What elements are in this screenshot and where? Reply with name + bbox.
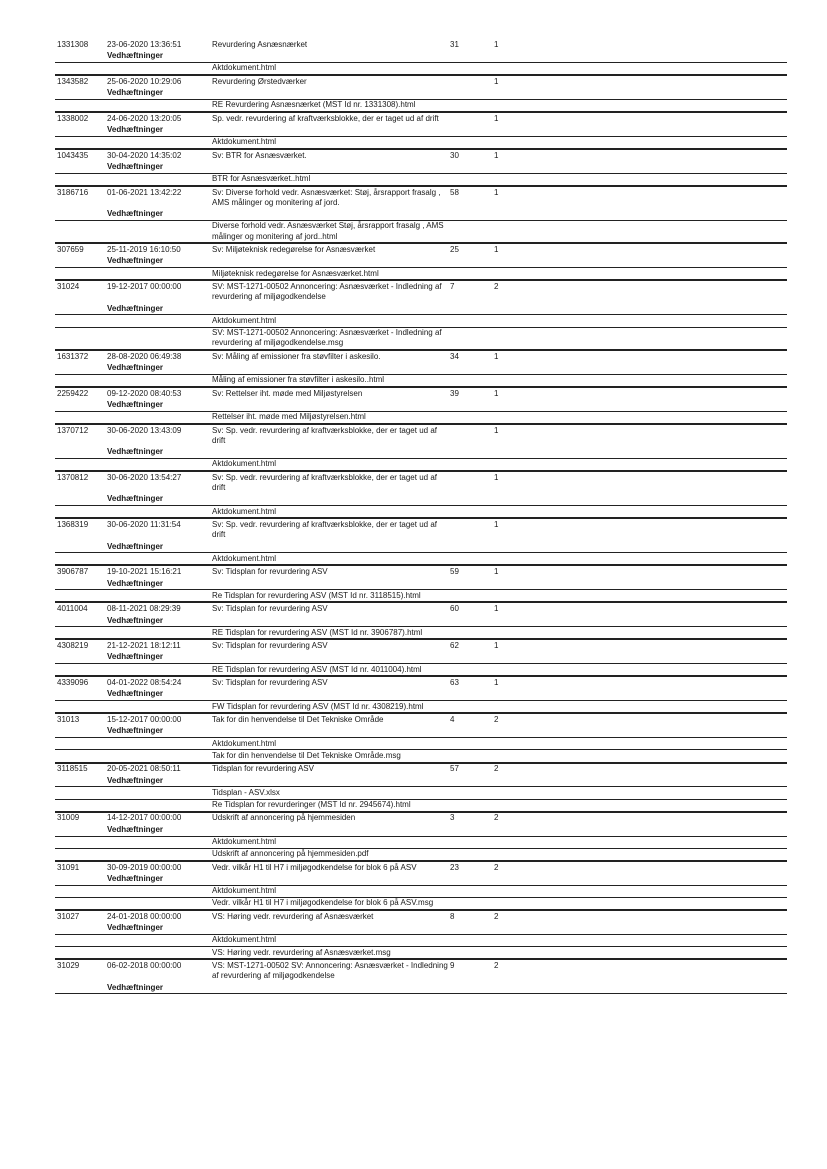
record-page: 1: [494, 641, 499, 651]
record-date: 21-12-2021 18:12:11: [107, 641, 181, 651]
record-number: [450, 114, 488, 124]
attachment-name: Re Tidsplan for revurdering ASV (MST Id nr. 3118515).html: [212, 590, 421, 600]
attachment-name: RE Revurdering Asnæsnærket (MST Id nr. 1331308).html: [212, 100, 416, 110]
attachment-row: [55, 552, 787, 564]
attachment-name: Miljøteknisk redegørelse for Asnæsværket.html: [212, 268, 379, 278]
record-row: [55, 910, 787, 923]
record-title: Sv: Tidsplan for revurdering ASV: [212, 604, 328, 614]
record-number: 57: [450, 764, 459, 774]
record-row: [55, 350, 787, 363]
record-title: Sv: Sp. vedr. revurdering af kraftværksblokke, der er taget ud af drift: [212, 519, 437, 540]
attachments-heading: Vedhæftninger: [107, 162, 164, 172]
record-group: [55, 186, 787, 243]
record-group: [55, 112, 787, 149]
record-number: 59: [450, 567, 459, 577]
record-id: 1331308: [57, 39, 89, 49]
attachments-heading: Vedhæftninger: [107, 824, 164, 834]
record-number: 62: [450, 641, 459, 651]
record-group: [55, 676, 787, 713]
record-number: 8: [450, 911, 455, 921]
record-group: [55, 639, 787, 676]
record-row: [55, 387, 787, 400]
attachments-heading: Vedhæftninger: [107, 399, 164, 409]
attachment-name: Tak for din henvendelse til Det Tekniske Område.msg: [212, 750, 401, 760]
record-title: Vedr. vilkår H1 til H7 i miljøgodkendelse for blok 6 på ASV: [212, 862, 417, 872]
record-number: 7: [450, 282, 455, 291]
record-date: 23-06-2020 13:36:51: [107, 39, 182, 49]
record-date: 30-06-2020 11:31:54: [107, 519, 181, 529]
attachments-heading: Vedhæftninger: [107, 541, 164, 551]
record-number: 34: [450, 351, 459, 361]
attachment-name: Aktdokument.html: [212, 837, 277, 847]
record-group: [55, 39, 787, 75]
record-date: 25-06-2020 10:29:06: [107, 76, 182, 86]
record-group: [55, 713, 787, 762]
record-row: [55, 565, 787, 578]
attachments-heading: Vedhæftninger: [107, 726, 164, 736]
record-group: [55, 763, 787, 812]
record-number: 31: [450, 39, 459, 49]
record-row: [55, 639, 787, 652]
record-id: 4011004: [57, 604, 88, 614]
attachments-heading: Vedhæftninger: [107, 874, 164, 884]
record-page: 1: [494, 150, 499, 160]
record-page: 1: [494, 76, 499, 86]
record-page: 1: [494, 425, 499, 435]
record-group: [55, 959, 787, 994]
record-page: 1: [494, 351, 499, 361]
attachments-heading: Vedhæftninger: [107, 923, 164, 933]
attachments-heading: Vedhæftninger: [107, 362, 164, 372]
attachment-name: Aktdokument.html: [212, 553, 277, 563]
record-number: 25: [450, 245, 459, 255]
record-title: VS: Høring vedr. revurdering af Asnæsværket: [212, 911, 374, 921]
attachment-name: Tidsplan - ASV.xlsx: [212, 787, 280, 797]
record-row: [55, 149, 787, 162]
record-title: Sv: Tidsplan for revurdering ASV: [212, 678, 328, 688]
attachment-name: Aktdokument.html: [212, 738, 277, 748]
record-title: Sv: Måling af emissioner fra støvfilter i askesilo.: [212, 351, 381, 361]
record-group: [55, 602, 787, 639]
attachment-name: SV: MST-1271-00502 Annoncering: Asnæsværket - Indledning af revurdering af miljøgodkendelse.msg: [212, 328, 442, 348]
record-title: Tak for din henvendelse til Det Tekniske Område: [212, 715, 384, 725]
record-group: [55, 75, 787, 112]
record-title: SV: MST-1271-00502 Annoncering: Asnæsværket - Indledning af revurdering af miljøgodkendelse: [212, 282, 442, 302]
record-title: Revurdering Asnæsnærket: [212, 39, 308, 49]
record-title: Sv: Miljøteknisk redegørelse for Asnæsværket: [212, 245, 376, 255]
attachment-name: BTR for Asnæsværket..html: [212, 174, 311, 184]
record-id: 4308219: [57, 641, 89, 651]
attachment-row: [55, 62, 787, 74]
record-group: [55, 565, 787, 602]
record-title: Sv: BTR for Asnæsværket.: [212, 150, 307, 160]
record-group: [55, 149, 787, 186]
attachments-heading: Vedhæftninger: [107, 303, 164, 313]
record-id: 3118515: [57, 764, 88, 774]
attachment-name: Rettelser iht. møde med Miljøstyrelsen.html: [212, 412, 366, 422]
attachment-row: [55, 799, 787, 811]
record-date: 01-06-2021 13:42:22: [107, 187, 182, 197]
attachment-name: Aktdokument.html: [212, 935, 277, 945]
record-id: 2259422: [57, 388, 89, 398]
attachment-row: [55, 885, 787, 897]
attachment-name: RE Tidsplan for revurdering ASV (MST Id nr. 4011004).html: [212, 664, 422, 674]
attachment-name: Diverse forhold vedr. Asnæsværket Støj, årsrapport frasalg , AMS målinger og monitering af jord..html: [212, 221, 444, 241]
record-date: 19-10-2021 15:16:21: [107, 567, 182, 577]
attachment-row: [55, 505, 787, 517]
record-title: Sv: Diverse forhold vedr. Asnæsværket: Støj, årsrapport frasalg , AMS målinger og monitering af jord.: [212, 187, 441, 207]
record-page: 2: [494, 715, 499, 725]
record-title: Tidsplan for revurdering ASV: [212, 764, 314, 774]
record-row: [55, 424, 787, 447]
record-row: [55, 75, 787, 88]
attachment-row: [55, 327, 787, 349]
record-id: 1370712: [57, 425, 89, 435]
record-page: 2: [494, 911, 499, 921]
record-row: [55, 713, 787, 726]
record-page: 1: [494, 472, 499, 482]
record-page: 1: [494, 519, 499, 529]
record-group: [55, 280, 787, 350]
record-row: [55, 602, 787, 615]
record-page: 1: [494, 113, 499, 123]
record-number: 63: [450, 678, 459, 688]
record-group: [55, 243, 787, 280]
attachments-heading: Vedhæftninger: [107, 125, 164, 135]
attachment-name: Måling af emissioner fra støvfilter i askesilo..html: [212, 375, 385, 385]
record-date: 20-05-2021 08:50:11: [107, 764, 181, 774]
record-id: 1043435: [57, 150, 89, 160]
record-number: 58: [450, 187, 459, 197]
record-group: [55, 387, 787, 424]
record-row: [55, 39, 787, 51]
record-date: 19-12-2017 00:00:00: [107, 282, 182, 291]
record-id: 1368319: [57, 519, 89, 529]
record-group: [55, 861, 787, 910]
record-number: 30: [450, 150, 459, 160]
attachment-row: [55, 848, 787, 860]
attachment-name: Aktdokument.html: [212, 886, 277, 896]
attachment-row: [55, 136, 787, 148]
record-date: 08-11-2021 08:29:39: [107, 604, 181, 614]
attachment-row: [55, 220, 787, 242]
attachment-name: RE Tidsplan for revurdering ASV (MST Id nr. 3906787).html: [212, 627, 423, 637]
record-page: 2: [494, 813, 499, 823]
record-page: 1: [494, 678, 499, 688]
attachments-heading: Vedhæftninger: [107, 51, 164, 61]
record-date: 15-12-2017 00:00:00: [107, 715, 182, 725]
record-title: Sv: Sp. vedr. revurdering af kraftværksblokke, der er taget ud af drift: [212, 425, 437, 445]
record-row: [55, 112, 787, 125]
attachment-name: Aktdokument.html: [212, 137, 277, 147]
record-date: 24-06-2020 13:20:05: [107, 113, 182, 123]
record-row: [55, 959, 787, 982]
record-number: 39: [450, 388, 459, 398]
record-row: [55, 763, 787, 776]
record-number: [450, 520, 488, 540]
record-row: [55, 243, 787, 256]
record-number: 9: [450, 961, 455, 970]
record-page: 1: [494, 567, 499, 577]
attachment-row: [55, 314, 787, 326]
attachments-heading: Vedhæftninger: [107, 615, 164, 625]
record-id: 31027: [57, 911, 80, 921]
record-id: 3186716: [57, 187, 89, 197]
attachment-row: [55, 737, 787, 749]
attachment-name: Aktdokument.html: [212, 315, 277, 325]
record-date: 28-08-2020 06:49:38: [107, 351, 182, 361]
record-title: Sv: Tidsplan for revurdering ASV: [212, 641, 328, 651]
record-title: Sv: Sp. vedr. revurdering af kraftværksblokke, der er taget ud af drift: [212, 472, 437, 492]
record-date: 04-01-2022 08:54:24: [107, 678, 182, 688]
record-group: [55, 910, 787, 959]
record-id: 31029: [57, 961, 80, 970]
record-number: 3: [450, 813, 455, 823]
document-list: [55, 39, 787, 994]
attachment-name: FW Tidsplan for revurdering ASV (MST Id nr. 4308219).html: [212, 701, 424, 711]
record-row: [55, 861, 787, 874]
attachments-heading: Vedhæftninger: [107, 447, 164, 457]
attachment-row: [55, 173, 787, 185]
attachment-row: [55, 749, 787, 761]
attachment-row: [55, 836, 787, 848]
record-row: [55, 186, 787, 209]
attachments-heading: Vedhæftninger: [107, 689, 164, 699]
record-number: 4: [450, 715, 455, 725]
record-date: 30-06-2020 13:43:09: [107, 425, 182, 435]
record-number: [450, 426, 488, 446]
record-date: 30-04-2020 14:35:02: [107, 150, 182, 160]
attachment-row: [55, 786, 787, 798]
attachment-name: Aktdokument.html: [212, 506, 277, 516]
attachments-heading: Vedhæftninger: [107, 578, 164, 588]
record-page: 2: [494, 862, 499, 872]
record-id: 31024: [57, 282, 80, 291]
attachment-row: [55, 589, 787, 601]
record-number: [450, 77, 488, 87]
record-group: [55, 518, 787, 565]
record-row: [55, 471, 787, 494]
record-page: 1: [494, 245, 499, 255]
attachment-row: [55, 934, 787, 946]
record-id: 1370812: [57, 472, 89, 482]
record-id: 1631372: [57, 351, 89, 361]
attachment-row: [55, 411, 787, 423]
record-page: 1: [494, 187, 499, 197]
attachment-row: [55, 700, 787, 712]
record-title: Sv: Rettelser iht. møde med Miljøstyrelsen: [212, 388, 363, 398]
record-id: 31009: [57, 813, 80, 823]
record-date: 30-09-2019 00:00:00: [107, 862, 182, 872]
record-row: [55, 812, 787, 825]
record-date: 09-12-2020 08:40:53: [107, 388, 182, 398]
attachments-heading: Vedhæftninger: [107, 209, 164, 219]
attachment-name: Aktdokument.html: [212, 459, 277, 469]
attachments-heading: Vedhæftninger: [107, 494, 164, 504]
attachment-name: Vedr. vilkår H1 til H7 i miljøgodkendelse for blok 6 på ASV.msg: [212, 898, 434, 908]
record-page: 2: [494, 764, 499, 774]
record-id: 307659: [57, 245, 84, 255]
record-page: 2: [494, 961, 499, 970]
record-id: 31091: [57, 862, 80, 872]
record-page: 2: [494, 282, 499, 291]
attachments-heading: Vedhæftninger: [107, 256, 164, 266]
record-date: 25-11-2019 16:10:50: [107, 245, 181, 255]
attachment-row: [55, 626, 787, 638]
record-number: [450, 473, 488, 493]
attachment-row: [55, 897, 787, 909]
record-date: 14-12-2017 00:00:00: [107, 813, 182, 823]
attachment-row: [55, 458, 787, 470]
record-number: 23: [450, 862, 459, 872]
record-group: [55, 350, 787, 387]
record-id: 4339096: [57, 678, 89, 688]
record-group: [55, 812, 787, 861]
record-title: Sv: Tidsplan for revurdering ASV: [212, 567, 328, 577]
attachments-heading: Vedhæftninger: [107, 982, 164, 992]
record-date: 24-01-2018 00:00:00: [107, 911, 182, 921]
attachment-name: VS: Høring vedr. revurdering af Asnæsværket.msg: [212, 947, 391, 957]
attachment-name: Aktdokument.html: [212, 63, 277, 73]
record-row: [55, 518, 787, 541]
attachments-heading: Vedhæftninger: [107, 88, 164, 98]
attachment-name: Udskrift af annoncering på hjemmesiden.pdf: [212, 849, 369, 859]
attachment-name: Re Tidsplan for revurderinger (MST Id nr. 2945674).html: [212, 800, 411, 810]
attachments-heading: Vedhæftninger: [107, 652, 164, 662]
record-group: [55, 424, 787, 471]
record-date: 30-06-2020 13:54:27: [107, 472, 182, 482]
record-row: [55, 676, 787, 689]
record-page: 1: [494, 604, 499, 614]
record-group: [55, 471, 787, 518]
record-title: Udskrift af annoncering på hjemmesiden: [212, 813, 356, 823]
record-id: 1338002: [57, 113, 89, 123]
record-number: 60: [450, 604, 459, 614]
record-id: 1343582: [57, 76, 89, 86]
attachment-row: [55, 374, 787, 386]
attachment-row: [55, 946, 787, 958]
attachment-row: [55, 663, 787, 675]
record-page: 1: [494, 39, 499, 49]
record-title: Sp. vedr. revurdering af kraftværksblokke, der er taget ud af drift: [212, 113, 439, 123]
attachments-heading: Vedhæftninger: [107, 775, 164, 785]
attachment-row: [55, 267, 787, 279]
record-date: 06-02-2018 00:00:00: [107, 961, 182, 970]
record-title: Revurdering Ørstedværker: [212, 76, 307, 86]
attachment-row: [55, 99, 787, 111]
record-page: 1: [494, 388, 499, 398]
record-id: 3906787: [57, 567, 89, 577]
record-row: [55, 280, 787, 303]
record-title: VS: MST-1271-00502 SV: Annoncering: Asnæsværket - Indledning af revurdering af miljøgodkendelse: [212, 961, 448, 981]
record-id: 31013: [57, 715, 80, 725]
